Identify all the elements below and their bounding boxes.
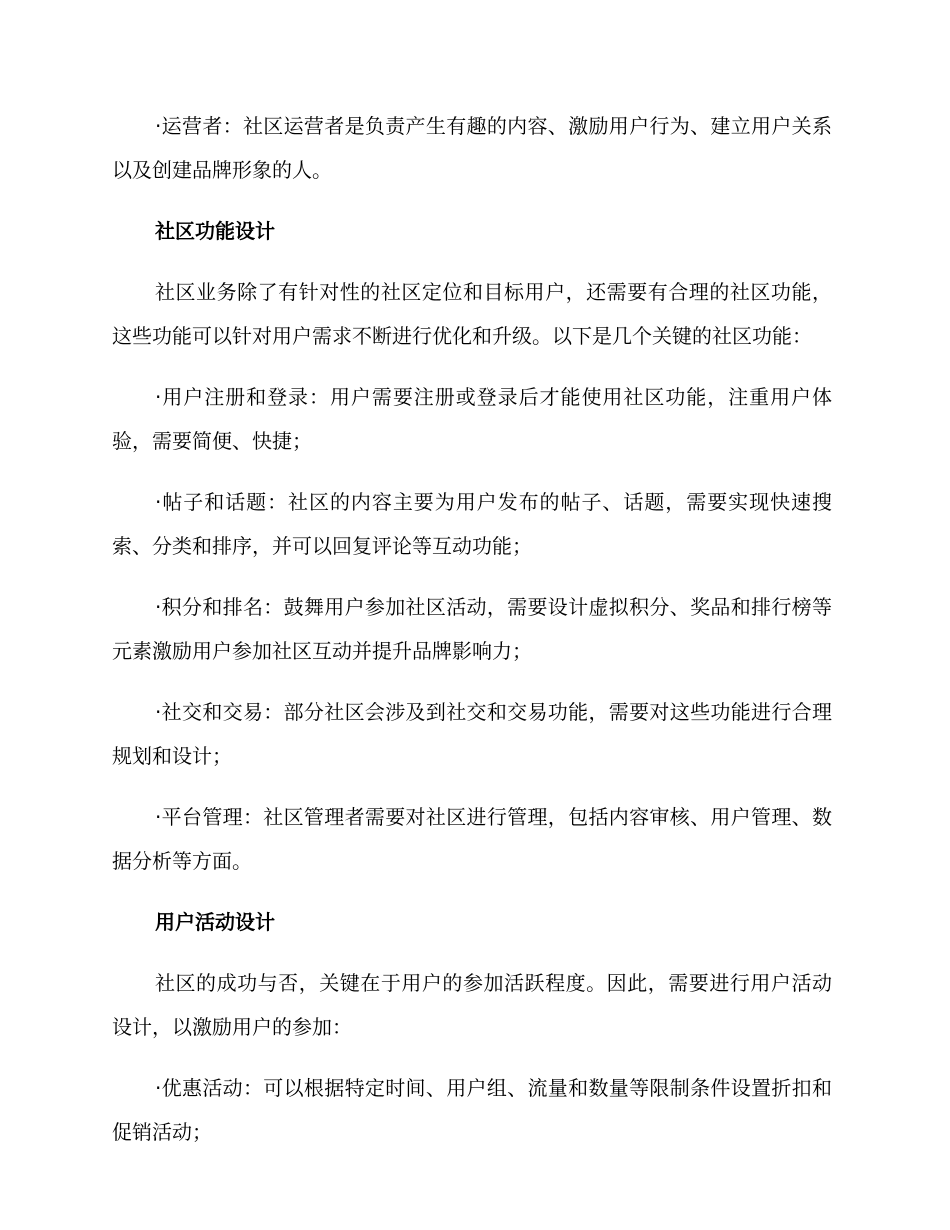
paragraph-features-intro: 社区业务除了有针对性的社区定位和目标用户，还需要有合理的社区功能，这些功能可以针对用户需求不断进行优化和升级。以下是几个关键的社区功能： (112, 280, 832, 348)
document-body (112, 104, 832, 1171)
heading-community-features: 社区功能设计 (155, 219, 275, 243)
paragraph-posts-topics: ·帖子和话题：社区的内容主要为用户发布的帖子、话题，需要实现快速搜索、分类和排序，并可以回复评论等互动功能； (112, 490, 832, 558)
heading-user-activities: 用户活动设计 (155, 910, 275, 934)
paragraph-points-ranking: ·积分和排名：鼓舞用户参加社区活动，需要设计虚拟积分、奖品和排行榜等元素激励用户参加社区互动并提升品牌影响力； (112, 595, 832, 663)
paragraph-registration: ·用户注册和登录：用户需要注册或登录后才能使用社区功能，注重用户体验，需要简便、快捷； (112, 385, 832, 453)
paragraph-social-trade: ·社交和交易：部分社区会涉及到社交和交易功能，需要对这些功能进行合理规划和设计； (112, 700, 832, 768)
paragraph-operator: ·运营者：社区运营者是负责产生有趣的内容、激励用户行为、建立用户关系以及创建品牌形象的人。 (112, 114, 832, 182)
paragraph-platform-management: ·平台管理：社区管理者需要对社区进行管理，包括内容审核、用户管理、数据分析等方面。 (112, 805, 832, 873)
paragraph-discount-activities: ·优惠活动：可以根据特定时间、用户组、流量和数量等限制条件设置折扣和促销活动； (112, 1076, 832, 1144)
paragraph-activities-intro: 社区的成功与否，关键在于用户的参加活跃程度。因此，需要进行用户活动设计，以激励用户的参加： (112, 971, 832, 1039)
